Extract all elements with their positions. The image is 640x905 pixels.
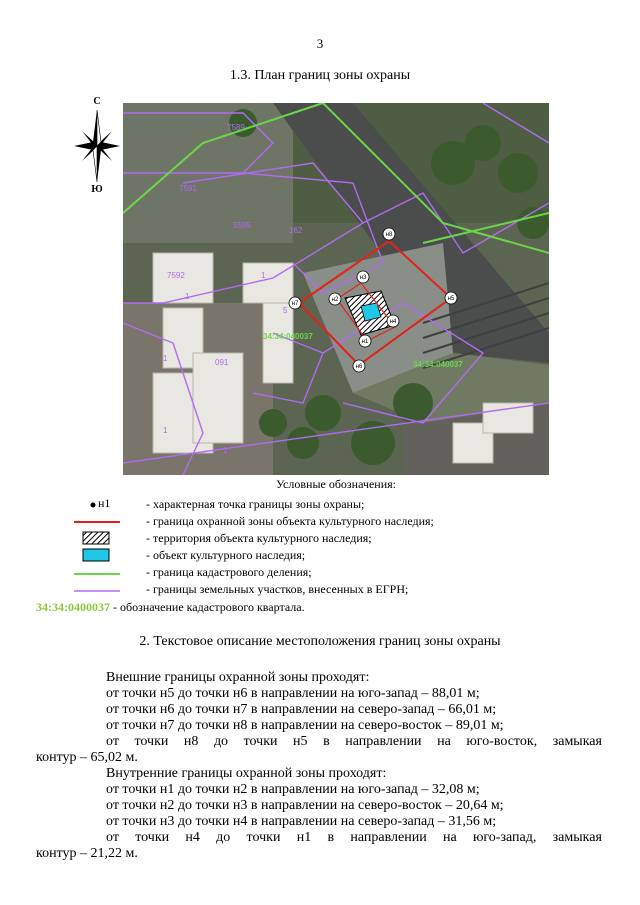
legend-item-cadastral-border <box>70 565 610 579</box>
outer-last-line <box>106 734 602 750</box>
justified-word: на <box>442 830 457 845</box>
justified-word: до <box>213 734 229 749</box>
legend-text: - характерная точка границы зоны охраны; <box>146 497 365 511</box>
cyan-box-icon <box>70 548 130 562</box>
justified-word: в <box>323 734 330 749</box>
parcel-label: 091 <box>215 358 229 367</box>
legend-item-point <box>70 497 610 511</box>
outer-heading: Внешние границы охранной зоны проходят: <box>106 670 370 685</box>
point-n8-marker <box>383 228 395 240</box>
point-n3-marker <box>357 271 369 283</box>
violet-line-icon <box>70 582 130 596</box>
justified-word: точки <box>134 734 169 749</box>
cadastral-code-description: - обозначение кадастрового квартала. <box>110 600 305 614</box>
site-plan-map <box>123 103 549 475</box>
svg-text:н5: н5 <box>447 296 455 302</box>
boundary-point-icon: н1 <box>70 497 130 511</box>
parcel-label: 5595 <box>233 221 251 230</box>
inner-heading: Внутренние границы охранной зоны проходят: <box>106 766 387 781</box>
svg-text:34:34:040037: 34:34:040037 <box>263 332 313 341</box>
parcel-label: 162 <box>289 226 303 235</box>
legend-text: - граница кадастрового деления; <box>146 565 312 579</box>
justified-word: точки <box>243 734 278 749</box>
svg-text:н8: н8 <box>385 232 393 238</box>
parcel-label: 7589 <box>227 123 245 132</box>
point-n6-marker <box>353 360 365 372</box>
point-n7-marker <box>289 297 301 309</box>
section-title-plan: 1.3. План границ зоны охраны <box>229 68 411 83</box>
justified-word: в <box>327 830 335 845</box>
justified-word: до <box>216 830 231 845</box>
section-title-description: 2. Текстовое описание местоположения границ зоны охраны <box>139 634 501 649</box>
justified-word: юго-восток, <box>466 734 538 749</box>
point-n4-marker <box>387 315 399 327</box>
justified-word: замыкая <box>552 734 602 749</box>
legend-item-protection-border <box>70 514 610 528</box>
outer-last-tail: контур – 65,02 м. <box>36 750 138 765</box>
parcel-label: 1 <box>223 446 228 455</box>
parcel-label: 1 <box>163 354 168 363</box>
legend-title: Условные обозначения: <box>275 477 397 491</box>
legend-item-land-parcels <box>70 582 610 596</box>
justified-word: н1 <box>296 830 312 845</box>
parcel-label: 1 <box>261 271 266 280</box>
legend-text: - границы земельных участков, внесенных в ЕГРН; <box>146 582 409 596</box>
legend-text: - территория объекта культурного наследия; <box>146 531 372 545</box>
cadastral-quarter-label: 34:34:040037 <box>413 360 463 369</box>
justified-word: замыкая <box>552 830 602 845</box>
svg-text:н1: н1 <box>361 339 369 345</box>
justified-word: на <box>437 734 451 749</box>
justified-word: от <box>106 734 119 749</box>
justified-word: точки <box>135 830 170 845</box>
outer-line: от точки н7 до точки н8 в направлении на северо-восток – 89,01 м; <box>106 718 504 733</box>
svg-text:н3: н3 <box>359 275 367 281</box>
parcel-label: 7591 <box>179 184 197 193</box>
legend-text: - граница охранной зоны объекта культурного наследия; <box>146 514 434 528</box>
justified-word: направлении <box>345 734 422 749</box>
inner-line: от точки н1 до точки н2 в направлении на юго-запад – 32,08 м; <box>106 782 480 797</box>
legend-item-cadastral-code <box>36 600 305 614</box>
cadastral-code: 34:34:0400037 <box>36 600 110 614</box>
point-n2-marker <box>329 293 341 305</box>
svg-text:н7: н7 <box>291 301 299 307</box>
legend-item-heritage-territory <box>70 531 610 545</box>
justified-word: точки <box>246 830 281 845</box>
justified-word: от <box>106 830 119 845</box>
outer-line: от точки н5 до точки н6 в направлении на юго-запад – 88,01 м; <box>106 686 480 701</box>
red-line-icon <box>70 514 130 528</box>
svg-text:н6: н6 <box>355 364 363 370</box>
parcel-label: 5 <box>283 306 288 315</box>
parcel-label: 7592 <box>167 271 185 280</box>
svg-text:н2: н2 <box>331 297 339 303</box>
page-number: 3 <box>316 36 324 51</box>
parcel-label: 1 <box>163 426 168 435</box>
inner-line: от точки н3 до точки н4 в направлении на северо-запад – 31,56 м; <box>106 814 497 829</box>
compass-north-label: С <box>93 96 101 107</box>
point-n5-marker <box>445 292 457 304</box>
inner-last-line <box>106 830 602 846</box>
legend-text: - объект культурного наследия; <box>146 548 306 562</box>
compass-south-label: Ю <box>91 184 103 195</box>
svg-text:н4: н4 <box>389 319 397 325</box>
justified-word: н4 <box>185 830 200 845</box>
outer-line: от точки н6 до точки н7 в направлении на северо-запад – 66,01 м; <box>106 702 497 717</box>
hatched-box-icon <box>70 531 130 545</box>
justified-word: н8 <box>183 734 199 749</box>
legend-item-heritage-object <box>70 548 610 562</box>
inner-last-tail: контур – 21,22 м. <box>36 846 138 861</box>
justified-word: направлении <box>350 830 427 845</box>
inner-line: от точки н2 до точки н3 в направлении на северо-восток – 20,64 м; <box>106 798 504 813</box>
green-line-icon <box>70 565 130 579</box>
parcel-label: 1 <box>185 292 190 301</box>
justified-word: юго-запад, <box>472 830 537 845</box>
justified-word: н5 <box>293 734 308 749</box>
point-n1-marker <box>359 335 371 347</box>
compass-rose-icon <box>74 96 120 200</box>
